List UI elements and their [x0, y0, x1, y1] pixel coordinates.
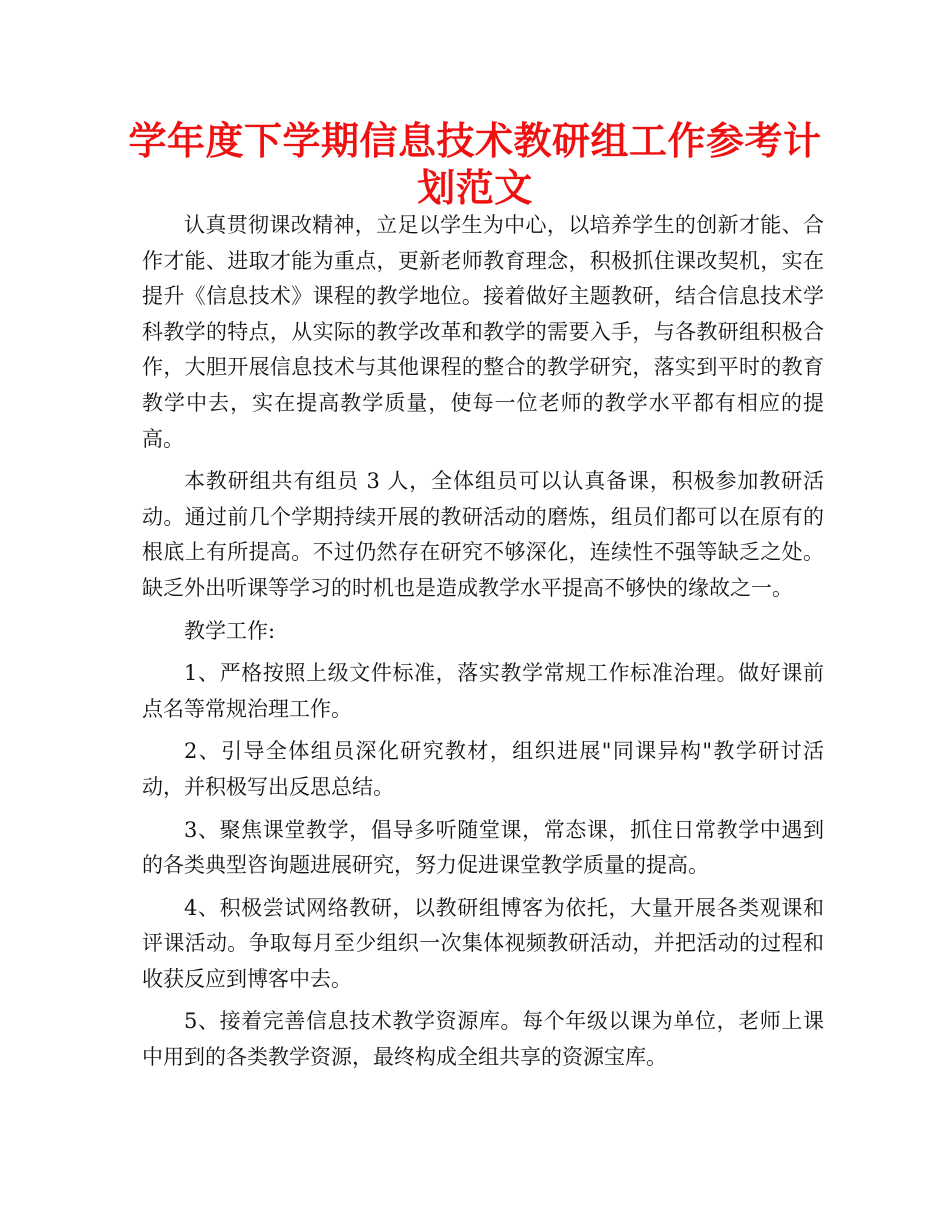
- paragraph-team: 本教研组共有组员 3 人，全体组员可以认真备课，积极参加教研活动。通过前几个学期持续开展的教研活动的磨炼，组员们都可以在原有的根底上有所提高。不过仍然存在研究不够深化，连续性不强等缺乏之处。缺乏外出听课等学习的时机也是造成教学水平提高不够快的缘故之一。: [142, 469, 824, 600]
- list-item-5: 5、接着完善信息技术教学资源库。每个年级以课为单位，老师上课中用到的各类教学资源，最终构成全组共享的资源宝库。: [142, 1009, 824, 1070]
- paragraph-intro: 认真贯彻课改精神，立足以学生为中心，以培养学生的创新才能、合作才能、进取才能为重点，更新老师教育理念，积极抓住课改契机，实在提升《信息技术》课程的教学地位。接着做好主题教研，结合信息技术学科教学的特点，从实际的教学改革和教学的需要入手，与各教研组积极合作，大胆开展信息技术与其他课程的整合的教学研究，落实到平时的教育教学中去，实在提高教学质量，使每一位老师的教学水平都有相应的提高。: [142, 213, 824, 451]
- section-heading-teaching-work: 教学工作:: [184, 618, 276, 643]
- document-title: 学年度下学期信息技术教研组工作参考计划范文: [128, 119, 822, 210]
- list-item-1: 1、严格按照上级文件标准，落实教学常规工作标准治理。做好课前点名等常规治理工作。: [142, 661, 824, 721]
- list-item-3: 3、聚焦课堂教学，倡导多听随堂课，常态课，抓住日常教学中遇到的各类典型咨询题进展研究，努力促进课堂教学质量的提高。: [142, 817, 824, 878]
- list-item-2: 2、引导全体组员深化研究教材，组织进展"同课异构"教学研讨活动，并积极写出反思总结。: [142, 739, 824, 799]
- list-item-4: 4、积极尝试网络教研，以教研组博客为依托，大量开展各类观课和评课活动。争取每月至少组织一次集体视频教研活动，并把活动的过程和收获反应到博客中去。: [142, 895, 824, 991]
- document-body: [142, 208, 824, 1083]
